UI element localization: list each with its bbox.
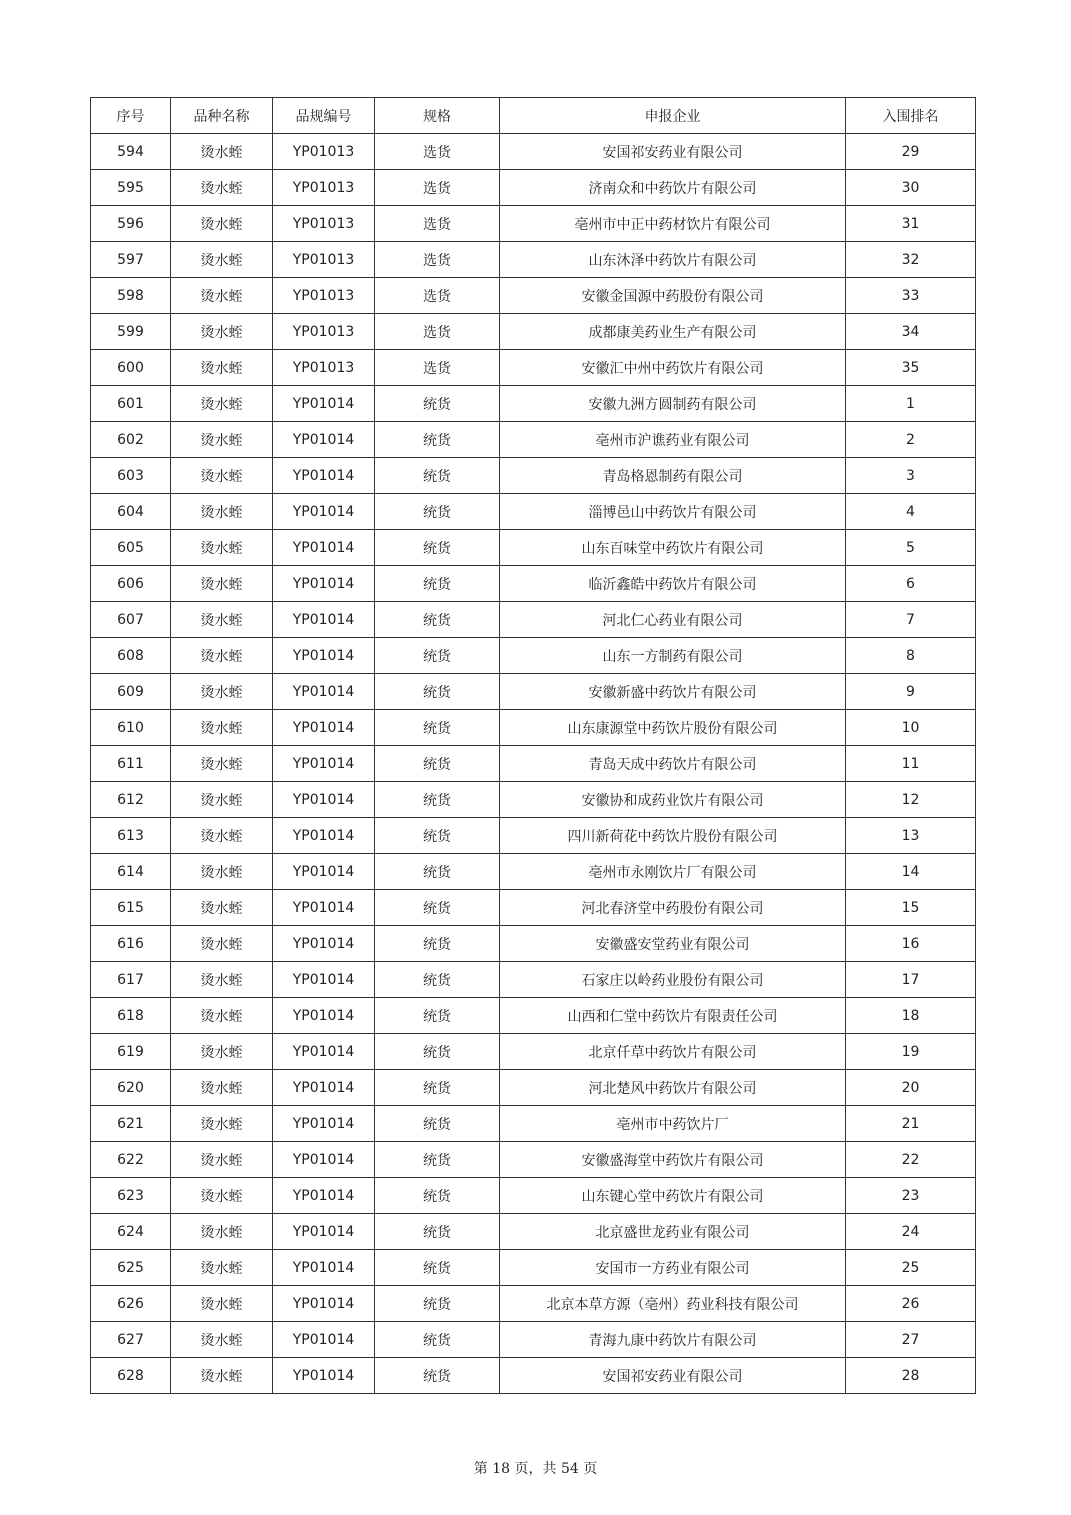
cell-rank: 5 [846, 530, 976, 566]
cell-variety-name: 烫水蛭 [171, 422, 273, 458]
header-spec-code: 品规编号 [273, 98, 375, 134]
cell-variety-name: 烫水蛭 [171, 278, 273, 314]
cell-rank: 11 [846, 746, 976, 782]
cell-spec-code: YP01014 [273, 926, 375, 962]
cell-variety-name: 烫水蛭 [171, 1178, 273, 1214]
cell-index: 615 [91, 890, 171, 926]
cell-grade: 统货 [375, 818, 500, 854]
cell-index: 602 [91, 422, 171, 458]
cell-rank: 19 [846, 1034, 976, 1070]
cell-rank: 16 [846, 926, 976, 962]
cell-variety-name: 烫水蛭 [171, 710, 273, 746]
cell-grade: 统货 [375, 530, 500, 566]
cell-variety-name: 烫水蛭 [171, 962, 273, 998]
cell-index: 625 [91, 1250, 171, 1286]
cell-grade: 统货 [375, 1322, 500, 1358]
table-row [91, 530, 976, 566]
cell-rank: 30 [846, 170, 976, 206]
cell-grade: 统货 [375, 998, 500, 1034]
cell-grade: 选货 [375, 170, 500, 206]
cell-applicant-company: 亳州市沪谯药业有限公司 [500, 422, 846, 458]
cell-spec-code: YP01014 [273, 1178, 375, 1214]
cell-spec-code: YP01014 [273, 530, 375, 566]
cell-grade: 选货 [375, 134, 500, 170]
cell-rank: 12 [846, 782, 976, 818]
cell-applicant-company: 河北楚风中药饮片有限公司 [500, 1070, 846, 1106]
cell-index: 613 [91, 818, 171, 854]
table-row [91, 1070, 976, 1106]
cell-index: 627 [91, 1322, 171, 1358]
header-variety-name: 品种名称 [171, 98, 273, 134]
cell-grade: 统货 [375, 1142, 500, 1178]
cell-applicant-company: 安徽协和成药业饮片有限公司 [500, 782, 846, 818]
cell-spec-code: YP01014 [273, 386, 375, 422]
cell-rank: 22 [846, 1142, 976, 1178]
table-row [91, 1214, 976, 1250]
cell-index: 617 [91, 962, 171, 998]
cell-variety-name: 烫水蛭 [171, 1106, 273, 1142]
cell-variety-name: 烫水蛭 [171, 1358, 273, 1394]
cell-spec-code: YP01014 [273, 890, 375, 926]
cell-index: 607 [91, 602, 171, 638]
cell-rank: 25 [846, 1250, 976, 1286]
cell-grade: 统货 [375, 422, 500, 458]
cell-index: 621 [91, 1106, 171, 1142]
cell-grade: 统货 [375, 1214, 500, 1250]
cell-grade: 统货 [375, 710, 500, 746]
cell-variety-name: 烫水蛭 [171, 386, 273, 422]
cell-rank: 34 [846, 314, 976, 350]
cell-index: 623 [91, 1178, 171, 1214]
cell-rank: 26 [846, 1286, 976, 1322]
header-grade: 规格 [375, 98, 500, 134]
cell-applicant-company: 成都康美药业生产有限公司 [500, 314, 846, 350]
cell-index: 626 [91, 1286, 171, 1322]
cell-grade: 统货 [375, 566, 500, 602]
cell-index: 618 [91, 998, 171, 1034]
cell-index: 614 [91, 854, 171, 890]
cell-rank: 4 [846, 494, 976, 530]
cell-spec-code: YP01013 [273, 314, 375, 350]
cell-variety-name: 烫水蛭 [171, 1142, 273, 1178]
cell-applicant-company: 安国市一方药业有限公司 [500, 1250, 846, 1286]
cell-grade: 统货 [375, 1178, 500, 1214]
cell-grade: 选货 [375, 350, 500, 386]
table-row [91, 602, 976, 638]
cell-rank: 15 [846, 890, 976, 926]
table-body [91, 134, 976, 1394]
cell-index: 616 [91, 926, 171, 962]
table-row [91, 746, 976, 782]
cell-variety-name: 烫水蛭 [171, 1322, 273, 1358]
cell-applicant-company: 山东百味堂中药饮片有限公司 [500, 530, 846, 566]
cell-rank: 6 [846, 566, 976, 602]
cell-spec-code: YP01014 [273, 746, 375, 782]
cell-spec-code: YP01013 [273, 242, 375, 278]
cell-rank: 35 [846, 350, 976, 386]
cell-applicant-company: 青岛天成中药饮片有限公司 [500, 746, 846, 782]
cell-grade: 统货 [375, 1250, 500, 1286]
cell-variety-name: 烫水蛭 [171, 1250, 273, 1286]
table-row [91, 458, 976, 494]
cell-index: 598 [91, 278, 171, 314]
cell-rank: 14 [846, 854, 976, 890]
table-header-row [91, 98, 976, 134]
cell-applicant-company: 安国祁安药业有限公司 [500, 134, 846, 170]
cell-spec-code: YP01014 [273, 1142, 375, 1178]
cell-spec-code: YP01013 [273, 134, 375, 170]
cell-rank: 33 [846, 278, 976, 314]
cell-grade: 统货 [375, 962, 500, 998]
cell-rank: 1 [846, 386, 976, 422]
cell-index: 594 [91, 134, 171, 170]
cell-applicant-company: 临沂鑫皓中药饮片有限公司 [500, 566, 846, 602]
cell-applicant-company: 安徽盛安堂药业有限公司 [500, 926, 846, 962]
cell-applicant-company: 石家庄以岭药业股份有限公司 [500, 962, 846, 998]
cell-grade: 统货 [375, 1286, 500, 1322]
table-row [91, 1322, 976, 1358]
cell-applicant-company: 亳州市中药饮片厂 [500, 1106, 846, 1142]
cell-spec-code: YP01014 [273, 818, 375, 854]
cell-spec-code: YP01014 [273, 1322, 375, 1358]
cell-applicant-company: 北京盛世龙药业有限公司 [500, 1214, 846, 1250]
cell-applicant-company: 青岛格恩制药有限公司 [500, 458, 846, 494]
cell-index: 622 [91, 1142, 171, 1178]
cell-rank: 17 [846, 962, 976, 998]
cell-spec-code: YP01014 [273, 1250, 375, 1286]
cell-index: 603 [91, 458, 171, 494]
cell-index: 597 [91, 242, 171, 278]
cell-variety-name: 烫水蛭 [171, 566, 273, 602]
cell-spec-code: YP01014 [273, 962, 375, 998]
cell-rank: 28 [846, 1358, 976, 1394]
cell-spec-code: YP01014 [273, 458, 375, 494]
header-rank: 入围排名 [846, 98, 976, 134]
table-row [91, 1358, 976, 1394]
cell-variety-name: 烫水蛭 [171, 1034, 273, 1070]
cell-spec-code: YP01014 [273, 1070, 375, 1106]
cell-variety-name: 烫水蛭 [171, 998, 273, 1034]
cell-spec-code: YP01013 [273, 170, 375, 206]
table-row [91, 1286, 976, 1322]
cell-grade: 统货 [375, 746, 500, 782]
table-row [91, 998, 976, 1034]
cell-spec-code: YP01014 [273, 854, 375, 890]
cell-variety-name: 烫水蛭 [171, 854, 273, 890]
cell-variety-name: 烫水蛭 [171, 926, 273, 962]
table-row [91, 782, 976, 818]
cell-spec-code: YP01014 [273, 1106, 375, 1142]
cell-grade: 统货 [375, 890, 500, 926]
table-row [91, 386, 976, 422]
cell-rank: 13 [846, 818, 976, 854]
cell-rank: 8 [846, 638, 976, 674]
cell-applicant-company: 山西和仁堂中药饮片有限责任公司 [500, 998, 846, 1034]
cell-variety-name: 烫水蛭 [171, 1214, 273, 1250]
cell-variety-name: 烫水蛭 [171, 170, 273, 206]
cell-applicant-company: 亳州市中正中药材饮片有限公司 [500, 206, 846, 242]
table-row [91, 1034, 976, 1070]
cell-index: 601 [91, 386, 171, 422]
table-row [91, 818, 976, 854]
cell-applicant-company: 山东康源堂中药饮片股份有限公司 [500, 710, 846, 746]
cell-spec-code: YP01013 [273, 350, 375, 386]
cell-index: 596 [91, 206, 171, 242]
cell-rank: 20 [846, 1070, 976, 1106]
cell-applicant-company: 安徽新盛中药饮片有限公司 [500, 674, 846, 710]
cell-index: 624 [91, 1214, 171, 1250]
cell-grade: 统货 [375, 602, 500, 638]
table-row [91, 206, 976, 242]
cell-grade: 选货 [375, 278, 500, 314]
cell-spec-code: YP01014 [273, 566, 375, 602]
table-row [91, 242, 976, 278]
cell-applicant-company: 淄博邑山中药饮片有限公司 [500, 494, 846, 530]
cell-applicant-company: 四川新荷花中药饮片股份有限公司 [500, 818, 846, 854]
cell-applicant-company: 北京仟草中药饮片有限公司 [500, 1034, 846, 1070]
cell-grade: 统货 [375, 386, 500, 422]
cell-spec-code: YP01014 [273, 638, 375, 674]
cell-rank: 23 [846, 1178, 976, 1214]
cell-applicant-company: 河北仁心药业有限公司 [500, 602, 846, 638]
cell-rank: 24 [846, 1214, 976, 1250]
cell-grade: 统货 [375, 782, 500, 818]
cell-grade: 统货 [375, 674, 500, 710]
cell-grade: 选货 [375, 206, 500, 242]
table-row [91, 134, 976, 170]
cell-grade: 选货 [375, 242, 500, 278]
table-row [91, 1178, 976, 1214]
cell-spec-code: YP01014 [273, 1358, 375, 1394]
cell-applicant-company: 济南众和中药饮片有限公司 [500, 170, 846, 206]
cell-index: 628 [91, 1358, 171, 1394]
cell-applicant-company: 山东键心堂中药饮片有限公司 [500, 1178, 846, 1214]
header-applicant-company: 申报企业 [500, 98, 846, 134]
cell-spec-code: YP01014 [273, 782, 375, 818]
table-row [91, 710, 976, 746]
cell-variety-name: 烫水蛭 [171, 674, 273, 710]
table-row [91, 1106, 976, 1142]
cell-applicant-company: 青海九康中药饮片有限公司 [500, 1322, 846, 1358]
cell-spec-code: YP01014 [273, 998, 375, 1034]
cell-applicant-company: 亳州市永刚饮片厂有限公司 [500, 854, 846, 890]
cell-variety-name: 烫水蛭 [171, 242, 273, 278]
cell-rank: 31 [846, 206, 976, 242]
cell-spec-code: YP01013 [273, 206, 375, 242]
table-row [91, 566, 976, 602]
cell-grade: 统货 [375, 458, 500, 494]
cell-index: 599 [91, 314, 171, 350]
cell-grade: 统货 [375, 494, 500, 530]
cell-grade: 统货 [375, 1034, 500, 1070]
page-number-footer: 第 18 页，共 54 页 [473, 1461, 598, 1477]
cell-spec-code: YP01014 [273, 1286, 375, 1322]
cell-grade: 统货 [375, 1070, 500, 1106]
cell-spec-code: YP01014 [273, 1034, 375, 1070]
cell-grade: 统货 [375, 1358, 500, 1394]
cell-grade: 统货 [375, 1106, 500, 1142]
cell-spec-code: YP01014 [273, 710, 375, 746]
table-row [91, 1250, 976, 1286]
cell-rank: 9 [846, 674, 976, 710]
cell-grade: 选货 [375, 314, 500, 350]
cell-grade: 统货 [375, 854, 500, 890]
cell-rank: 3 [846, 458, 976, 494]
table-row [91, 422, 976, 458]
cell-variety-name: 烫水蛭 [171, 314, 273, 350]
cell-variety-name: 烫水蛭 [171, 638, 273, 674]
cell-spec-code: YP01013 [273, 278, 375, 314]
cell-grade: 统货 [375, 926, 500, 962]
table-row [91, 314, 976, 350]
table-row [91, 278, 976, 314]
cell-rank: 18 [846, 998, 976, 1034]
cell-index: 609 [91, 674, 171, 710]
table-row [91, 350, 976, 386]
cell-index: 619 [91, 1034, 171, 1070]
cell-index: 600 [91, 350, 171, 386]
table-row [91, 494, 976, 530]
cell-variety-name: 烫水蛭 [171, 818, 273, 854]
cell-applicant-company: 山东沐泽中药饮片有限公司 [500, 242, 846, 278]
cell-rank: 32 [846, 242, 976, 278]
table-row [91, 674, 976, 710]
cell-index: 595 [91, 170, 171, 206]
cell-index: 606 [91, 566, 171, 602]
cell-rank: 29 [846, 134, 976, 170]
cell-variety-name: 烫水蛭 [171, 494, 273, 530]
cell-rank: 21 [846, 1106, 976, 1142]
cell-rank: 7 [846, 602, 976, 638]
cell-variety-name: 烫水蛭 [171, 602, 273, 638]
cell-applicant-company: 安徽盛海堂中药饮片有限公司 [500, 1142, 846, 1178]
cell-index: 608 [91, 638, 171, 674]
cell-spec-code: YP01014 [273, 494, 375, 530]
cell-applicant-company: 安徽金国源中药股份有限公司 [500, 278, 846, 314]
cell-rank: 10 [846, 710, 976, 746]
bid-results-table [90, 97, 976, 1394]
cell-variety-name: 烫水蛭 [171, 458, 273, 494]
cell-variety-name: 烫水蛭 [171, 1286, 273, 1322]
table-row [91, 1142, 976, 1178]
cell-rank: 27 [846, 1322, 976, 1358]
cell-index: 611 [91, 746, 171, 782]
cell-applicant-company: 北京本草方源（亳州）药业科技有限公司 [500, 1286, 846, 1322]
cell-spec-code: YP01014 [273, 674, 375, 710]
cell-index: 605 [91, 530, 171, 566]
cell-spec-code: YP01014 [273, 1214, 375, 1250]
table-row [91, 638, 976, 674]
cell-index: 612 [91, 782, 171, 818]
cell-variety-name: 烫水蛭 [171, 782, 273, 818]
table-row [91, 926, 976, 962]
cell-index: 604 [91, 494, 171, 530]
table-row [91, 170, 976, 206]
cell-variety-name: 烫水蛭 [171, 1070, 273, 1106]
cell-variety-name: 烫水蛭 [171, 134, 273, 170]
cell-variety-name: 烫水蛭 [171, 890, 273, 926]
cell-applicant-company: 安徽汇中州中药饮片有限公司 [500, 350, 846, 386]
cell-grade: 统货 [375, 638, 500, 674]
cell-applicant-company: 山东一方制药有限公司 [500, 638, 846, 674]
table-row [91, 890, 976, 926]
cell-index: 610 [91, 710, 171, 746]
cell-spec-code: YP01014 [273, 422, 375, 458]
cell-rank: 2 [846, 422, 976, 458]
cell-spec-code: YP01014 [273, 602, 375, 638]
cell-applicant-company: 安国祁安药业有限公司 [500, 1358, 846, 1394]
cell-variety-name: 烫水蛭 [171, 206, 273, 242]
cell-index: 620 [91, 1070, 171, 1106]
table-row [91, 962, 976, 998]
table-row [91, 854, 976, 890]
cell-variety-name: 烫水蛭 [171, 746, 273, 782]
header-index: 序号 [91, 98, 171, 134]
cell-applicant-company: 安徽九洲方圆制药有限公司 [500, 386, 846, 422]
cell-variety-name: 烫水蛭 [171, 530, 273, 566]
cell-variety-name: 烫水蛭 [171, 350, 273, 386]
cell-applicant-company: 河北春济堂中药股份有限公司 [500, 890, 846, 926]
